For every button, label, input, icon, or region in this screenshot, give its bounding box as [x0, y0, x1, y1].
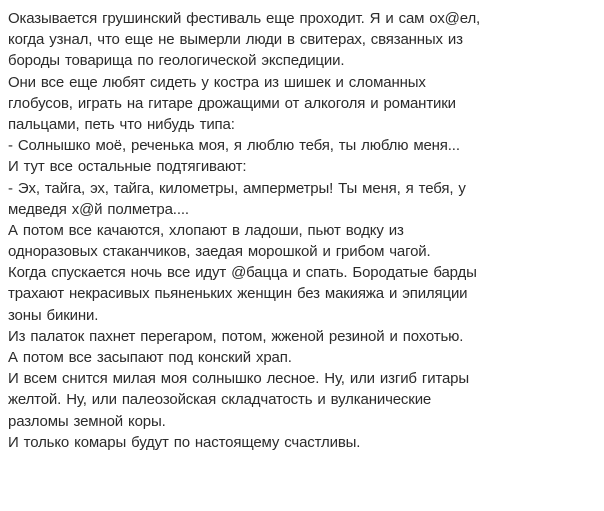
- text-line: А потом все качаются, хлопают в ладоши, пьют водку из: [8, 221, 404, 239]
- text-line: глобусов, играть на гитаре дрожащими от алкоголя и романтики: [8, 94, 456, 112]
- post-text: [8, 8, 598, 453]
- text-line: одноразовых стаканчиков, заедая морошкой и грибом чагой.: [8, 243, 431, 261]
- text-line: бороды товарища по геологической экспедиции.: [8, 52, 345, 70]
- text-line: разломы земной коры.: [8, 412, 166, 430]
- text-line: И тут все остальные подтягивают:: [8, 158, 247, 176]
- text-line: когда узнал, что еще не вымерли люди в свитерах, связанных из: [8, 31, 463, 49]
- text-line: И только комары будут по настоящему счастливы.: [8, 433, 361, 451]
- text-line: Из палаток пахнет перегаром, потом, жженой резиной и похотью.: [8, 327, 464, 345]
- text-line: Они все еще любят сидеть у костра из шишек и сломанных: [8, 73, 426, 91]
- text-line: Оказывается грушинский фестиваль еще проходит. Я и сам ох@ел,: [8, 10, 481, 27]
- text-line: И всем снится милая моя солнышко лесное. Ну, или изгиб гитары: [8, 370, 469, 388]
- text-line: трахают некрасивых пьяненьких женщин без макияжа и эпиляции: [8, 285, 468, 303]
- text-line: зоны бикини.: [8, 306, 99, 324]
- text-line: А потом все засыпают под конский храп.: [8, 349, 292, 366]
- text-line: медведя х@й полметра....: [8, 200, 189, 218]
- text-line: Когда спускается ночь все идут @бацца и спать. Бородатые барды: [8, 264, 477, 282]
- text-line: - Солнышко моё, реченька моя, я люблю тебя, ты люблю меня...: [8, 137, 460, 155]
- text-line: - Эх, тайга, эх, тайга, километры, амперметры! Ты меня, я тебя, у: [8, 179, 466, 197]
- text-line: желтой. Ну, или палеозойская складчатость и вулканические: [8, 391, 432, 409]
- text-line: пальцами, петь что нибудь типа:: [8, 115, 235, 133]
